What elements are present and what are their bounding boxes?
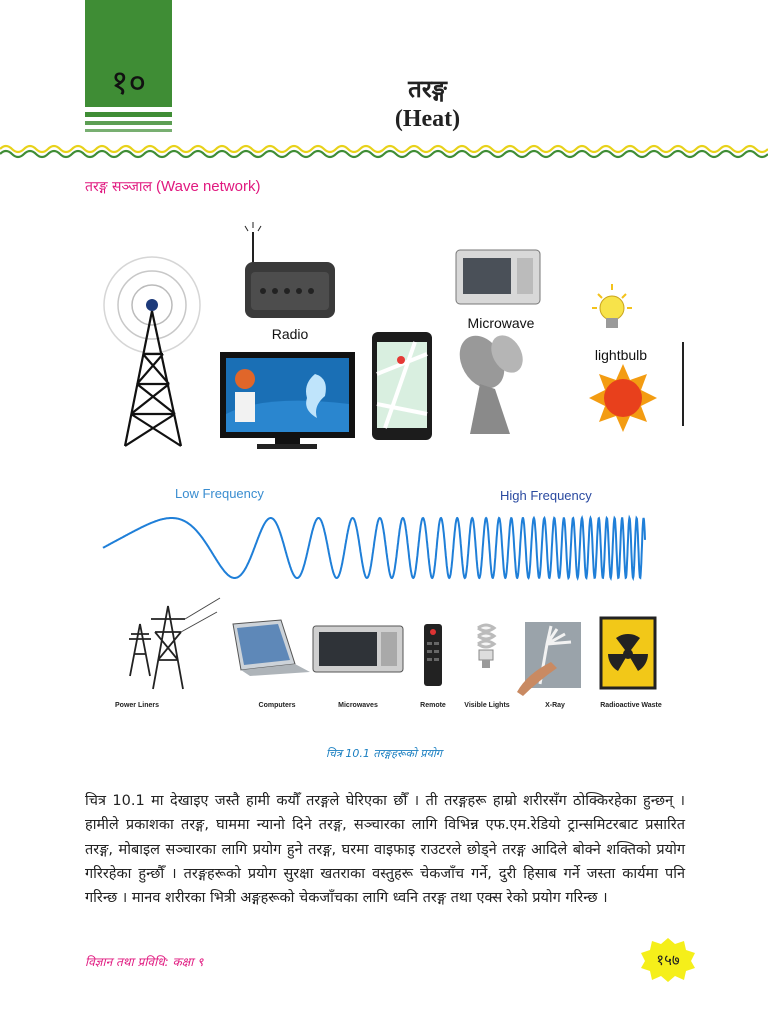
- cfl-bulb-icon: [478, 625, 494, 668]
- radio-label: Radio: [271, 326, 309, 342]
- figure-caption: चित्र 10.1 तरङ्गहरूको प्रयोग: [326, 747, 442, 760]
- radio-icon: [245, 222, 335, 342]
- x-ray-image-icon: [517, 622, 581, 696]
- chapter-number: १०: [110, 63, 147, 103]
- mobile-phone-icon: [372, 332, 432, 440]
- section-heading-english: (Wave network): [156, 178, 261, 195]
- frequency-wave: [103, 518, 645, 578]
- footer-subject: विज्ञान तथा प्रविधि: कक्षा ९: [85, 955, 204, 969]
- microwave-oven-icon: [313, 626, 403, 672]
- section-heading-nepali: तरङ्ग सञ्जाल: [85, 179, 152, 195]
- radio-tower-icon: [104, 257, 200, 446]
- section-heading: [85, 177, 260, 196]
- chapter-title-nepali: तरङ्ग: [408, 74, 447, 103]
- low-frequency-label: Low Frequency: [175, 486, 264, 501]
- bottom-icon-label: Radioactive Waste: [600, 702, 662, 709]
- page-number: १५७: [656, 951, 680, 969]
- lightbulb-label: lightbulb: [594, 347, 648, 363]
- body-paragraph: चित्र 10.1 मा देखाइए जस्तै हामी कयौँ तरङ्गले घेरिएका छौँ । ती तरङ्गहरू हाम्रो शरीरसँग ठोक्किरहेका हुन्छन् । हामीले प्रकाशका तरङ्ग, घाममा न्यानो दिने तरङ्ग, सञ्चारका लागि विभिन्न एफ.एम.रेडियो ट्रान्समिटरबाट प्रसारित तरङ्ग, मोबाइल सञ्चारका लागि प्रयोग हुने तरङ्ग, घरमा वाइफाइ राउटरले छोड्ने तरङ्ग आदिले बोक्ने शक्तिको प्रयोग गरिरहेका हुन्छौँ । तरङ्गहरूको प्रयोग सुरक्षा खतराका वस्तुहरू चेकजाँच गर्ने, दुरी हिसाब गर्ने जस्ता कार्यमा पनि गरिन्छ । मानव शरीरका भित्री अङ्गहरूको चेकजाँचका लागि ध्वनि तरङ्ग तथा एक्स रेको प्रयोग गरिन्छ ।: [85, 793, 685, 907]
- wavy-divider: [0, 141, 768, 163]
- satellite-dish-icon: [451, 328, 529, 434]
- sun-icon: [589, 364, 657, 432]
- lightbulb-icon: [592, 284, 647, 363]
- remote-control-icon: [424, 624, 442, 686]
- bottom-icon-label: X-Ray: [545, 702, 565, 709]
- bottom-icon-label: Microwaves: [338, 702, 378, 709]
- laptop-icon: [233, 620, 310, 676]
- microwave-icon: [456, 250, 540, 331]
- high-frequency-label: High Frequency: [500, 488, 592, 503]
- chapter-title-english: (Heat): [394, 106, 461, 132]
- bottom-icon-label: Power Liners: [115, 702, 159, 709]
- tv-monitor-icon: [220, 352, 355, 449]
- radioactive-sign-icon: [601, 618, 655, 688]
- power-line-icon: [129, 598, 220, 689]
- microwave-label: Microwave: [467, 315, 535, 331]
- bottom-icon-label: Remote: [420, 702, 446, 709]
- wave-network-figure: [85, 214, 685, 724]
- bottom-icon-label: Computers: [258, 702, 296, 709]
- bottom-icon-label: Visible Lights: [464, 702, 510, 709]
